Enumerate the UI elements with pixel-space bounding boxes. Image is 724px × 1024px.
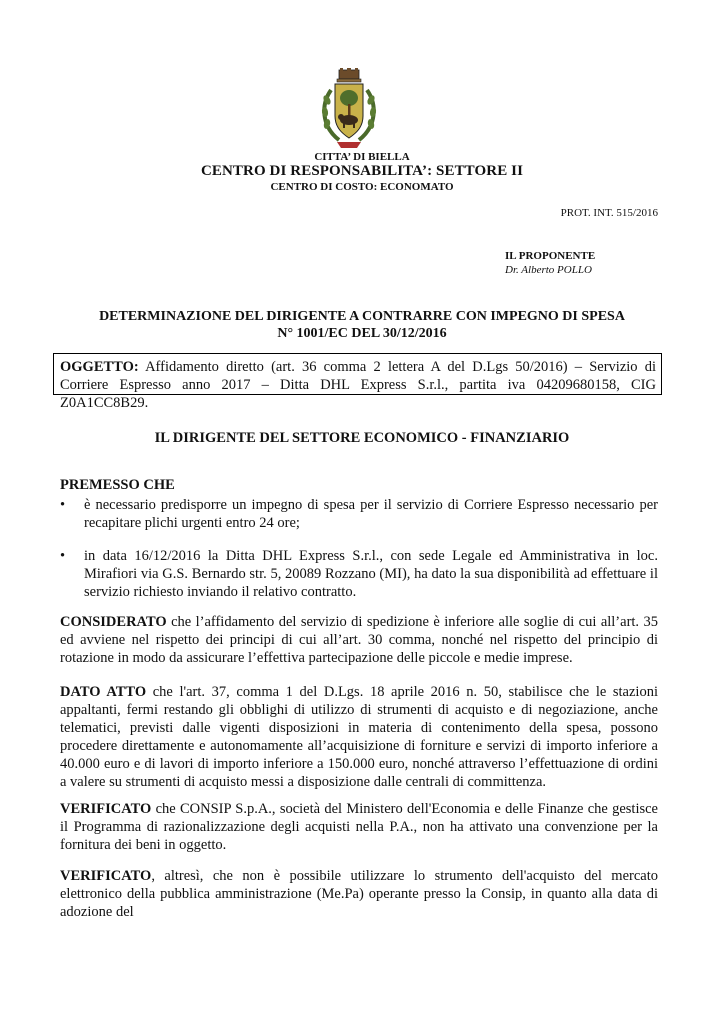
determination-line-1: DETERMINAZIONE DEL DIRIGENTE A CONTRARRE CON IMPEGNO DI SPESA — [99, 309, 625, 324]
paragraph-lead: CONSIDERATO — [60, 614, 167, 630]
oggetto-box — [53, 353, 662, 411]
oggetto-text: Affidamento diretto (art. 36 comma 2 lettera A del D.Lgs 50/2016) – Servizio di Corriere Espresso anno 2017 – Ditta DHL Express S.r.l., partita iva 04209680158, CIG Z0A1CC8B29. — [60, 359, 656, 411]
list-item — [60, 496, 658, 532]
bullet-icon: • — [60, 497, 66, 513]
paragraph-lead: VERIFICATO — [60, 801, 152, 817]
paragraph-text: che l'art. 37, comma 1 del D.Lgs. 18 aprile 2016 n. 50, stabilisce che le stazioni appaltanti, fermi restando gli obblighi di utilizzo di strumenti di acquisto e di negoziazione, anche telematici, previsti dalle vigenti disposizioni in materia di contenimento della spesa, possono procedere direttamente e autonomamente all’acquisizione di forniture e servizi di importo inferiore a 40.000 euro e di lavori di importo inferiore a 150.000 euro, nonché attraverso l’effettuazione di ordini a valere su strumenti di acquisto messi a disposizione dalle centrali di committenza. — [60, 684, 658, 790]
proponente-block — [505, 249, 595, 277]
centro-responsabilita: CENTRO DI RESPONSABILITA’: SETTORE II — [200, 163, 524, 179]
paragraph-text: , altresì, che non è possibile utilizzare lo strumento dell'acquisto del mercato elettronico della pubblica amministrazione (Me.Pa) operante presso la Consip, in quanto alla data di adozione del — [60, 868, 658, 920]
dirigente-heading: IL DIRIGENTE DEL SETTORE ECONOMICO - FINANZIARIO — [154, 430, 570, 446]
paragraph-verificato — [60, 800, 658, 854]
list-item-text: è necessario predisporre un impegno di spesa per il servizio di Corriere Espresso necessario per recapitare plichi urgenti entro 24 ore; — [84, 497, 658, 531]
oggetto-label: OGGETTO: — [60, 359, 139, 375]
paragraph-lead: DATO ATTO — [60, 684, 147, 700]
paragraph-lead: VERIFICATO — [60, 868, 152, 884]
proponente-title: IL PROPONENTE — [505, 250, 596, 262]
determination-line-2: N° 1001/EC DEL 30/12/2016 — [277, 326, 447, 341]
paragraph-considerato — [60, 613, 658, 667]
list-item-text: in data 16/12/2016 la Ditta DHL Express S.r.l., con sede Legale ed Amministrativa in loc. Mirafiori via G.S. Bernardo str. 5, 20089 Rozzano (MI), ha dato la sua disponibilità ad effettuare il servizio richiesto inviando il relativo contratto. — [84, 548, 658, 600]
paragraph-text: che l’affidamento del servizio di spedizione è inferiore alle soglie di cui all’art. 35 ed avviene nel rispetto dei principi di cui all’art. 30 comma, nonché nel rispetto del principio di rotazione in modo da assicurare l’effettiva partecipazione delle piccole e medie imprese. — [60, 614, 658, 666]
paragraph-text: che CONSIP S.p.A., società del Ministero dell'Economia e delle Finanze che gestisce il Programma di razionalizzazione degli acquisti nella P.A., non ha attivato una convenzione per la fornitura dei beni in oggetto. — [60, 801, 658, 853]
city-crest-logo — [317, 68, 381, 150]
paragraph-dato-atto — [60, 683, 658, 791]
city-name: CITTA’ DI BIELLA — [314, 151, 410, 163]
protocol-number: PROT. INT. 515/2016 — [560, 207, 658, 219]
centro-costo: CENTRO DI COSTO: ECONOMATO — [270, 181, 454, 193]
proponente-name: Dr. Alberto POLLO — [505, 264, 592, 276]
premesso-heading: PREMESSO CHE — [60, 477, 175, 493]
paragraph-verificato-altresi — [60, 867, 658, 921]
determination-title — [0, 308, 724, 342]
list-item — [60, 547, 658, 601]
bullet-icon: • — [60, 548, 66, 564]
